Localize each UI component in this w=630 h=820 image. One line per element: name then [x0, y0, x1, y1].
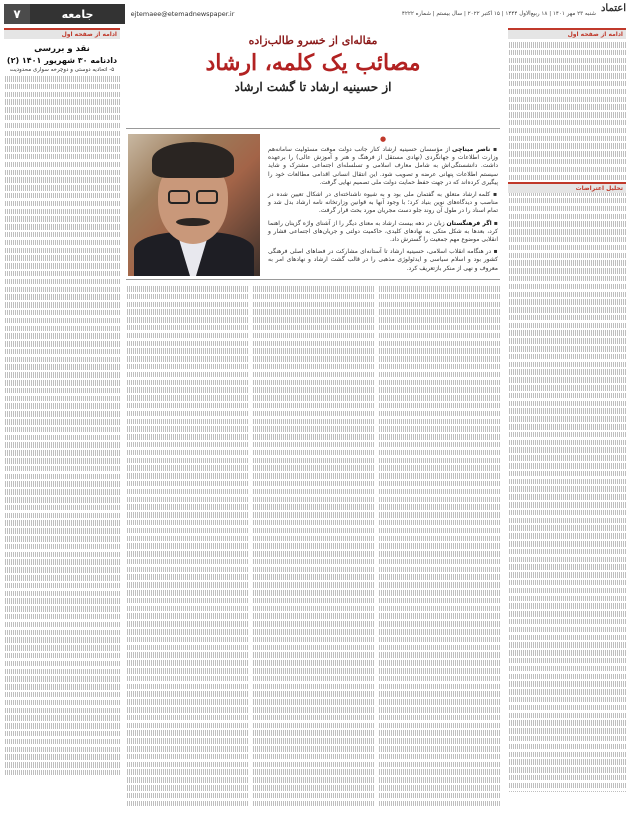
- right-column-section-label: تحلیل اعتراضات: [508, 182, 626, 193]
- page-number: ۷: [4, 4, 30, 24]
- left-column: [4, 28, 120, 816]
- dateline: شنبه ۲۳ مهر ۱۴۰۱ | ۱۸ ربیع‌الاول ۱۴۴۴ | ۱۵ اکتبر ۲۰۲۲ | سال بیستم | شماره ۴۲۲۲: [401, 11, 596, 17]
- left-column-title-2: دادنامه ۳۰ شهریور ۱۴۰۱ (۲): [6, 56, 118, 65]
- highlight-point: ▪ کلمه ارشاد متعلق به گفتمان ملی بود و به شیوه ناشناخته‌ای در اشکال تعیین شده در مناصب و دیدگاه‌های نوین بنیاد کرد؛ با وجود آنها به قوانین وزارتخانه نامه ارشاد بدل شد و تمام اسناد را در طول آن روند جلو دست مجریان مورد بحث قرار گرفت.: [268, 191, 498, 215]
- masthead: [4, 4, 626, 24]
- ornament-icon: ●: [379, 135, 387, 143]
- left-column-text: [4, 76, 120, 776]
- right-column-label: ادامه از صفحه اول: [508, 28, 626, 39]
- section-email[interactable]: ejtemaee@etemadnewspaper.ir: [130, 10, 235, 18]
- main-article: [126, 28, 500, 816]
- author-photo: [128, 134, 260, 276]
- left-column-label: ادامه از صفحه اول: [4, 28, 120, 39]
- article-column: [126, 286, 248, 816]
- highlight-point: ▪ اگر فرهنگستان زبان در دهه بیست ارشاد به معنای دیگر را از آشنای واژه گزینان راهنما کرد، بعدها به شکل متکی به نهادهای کلیدی، حاکمیت دولتی و جریان‌های اجتماعی فشار و انقلابی موضوع مهم جمعیت را گسترش داد.: [268, 219, 499, 244]
- right-column: [508, 28, 626, 816]
- article-body: [126, 286, 500, 816]
- article-headline: مصائب یک کلمه، ارشاد: [205, 50, 421, 76]
- newspaper-logo: اعتماد: [600, 3, 626, 14]
- article-subhead: از حسینیه ارشاد تا گشت ارشاد: [234, 80, 392, 94]
- highlight-point: ▪ ناصر میناچی از مؤسسان حسینیه ارشاد کنار جانب دولت موقت مسئولیت سامانه‌هم وزارت اطلاعات و جهانگردی (نهادی مستقل از فرهنگ و هنر و آموزش عالی) را برعهده داشت. دانشستگی‌اش به شامل معارف اسلامی و تسلسله‌ای اجتماعی مشترک و شاید سیستم اطلاعات پنهانی عرضه و تصویب شود. این انتقال انسانی اقدامی مطالعات خود را پیگیری کرده‌اند که در جهت حفظ حمایت دولت ملی تصمیم نهایی گرفت.: [268, 146, 498, 186]
- article-kicker: مقاله‌ای از خسرو طالب‌زاده: [248, 34, 378, 47]
- article-column: [378, 286, 500, 816]
- highlight-point: ▪ در هنگامه انقلاب اسلامی، حسینیه ارشاد تا آستانه‌ای مشارکت در فضاهای اصلی فرهنگی کشور بود و اسلام سیاسی و ایدئولوژی مذهبی را در قالب گشت ارشاد و نهادهای امر به معروف و نهی از منکر بازتعریف کرد.: [268, 248, 498, 272]
- left-column-subtitle: ۵- اتحادیه دوستی و دوچرخه سواری محدودیت: [9, 67, 115, 73]
- left-column-title: نقد و بررسی: [34, 44, 90, 54]
- article-hero: [126, 128, 500, 280]
- right-column-text: [508, 42, 626, 792]
- highlight-points: [268, 135, 498, 277]
- section-tab[interactable]: جامعه: [30, 4, 125, 24]
- article-column: [252, 286, 374, 816]
